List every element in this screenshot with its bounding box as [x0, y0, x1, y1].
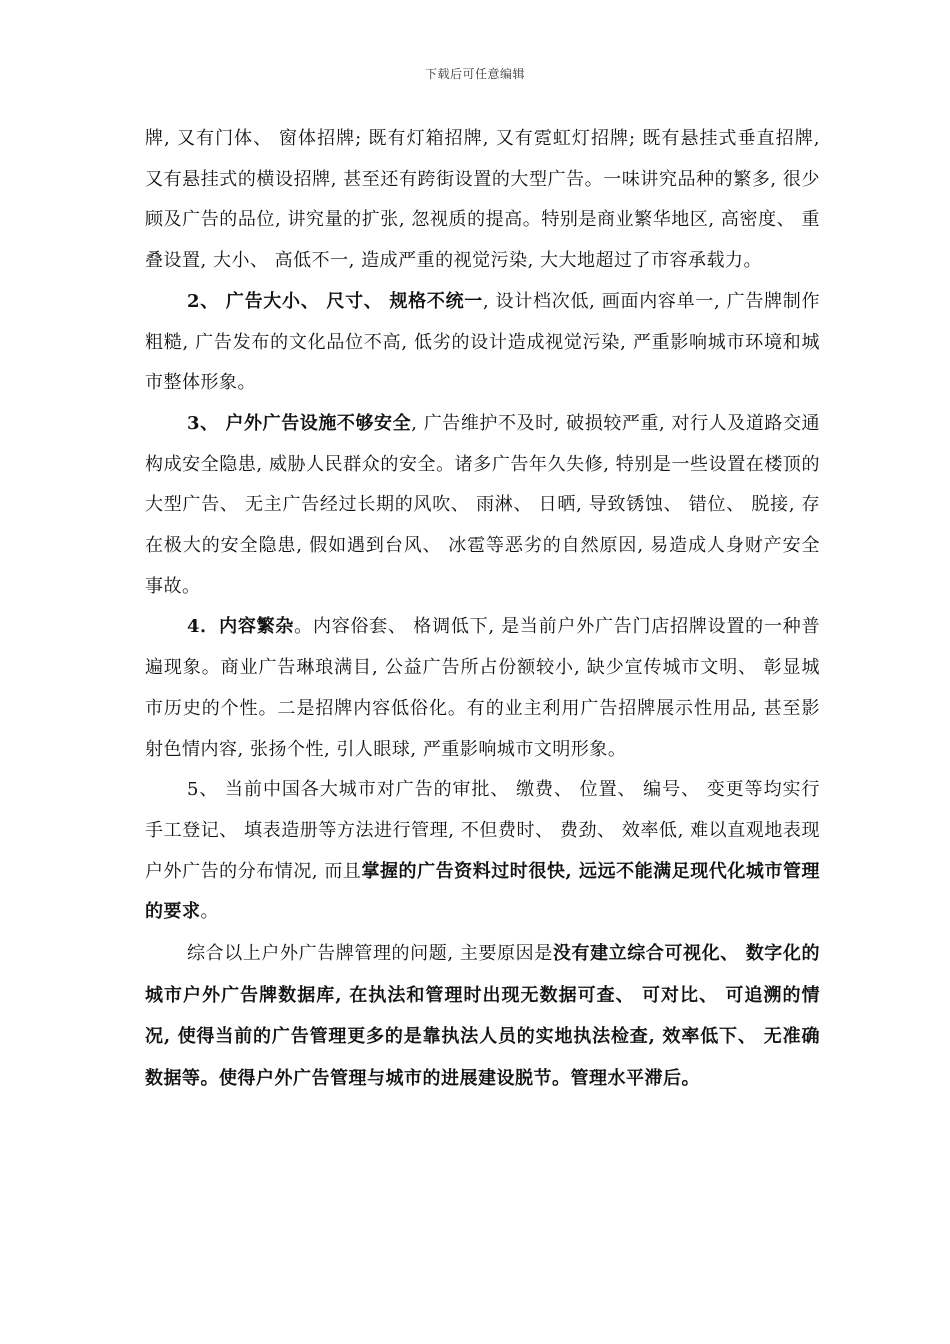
paragraph-item-4: [145, 607, 820, 770]
emphasis-text: 没有建立综合可视化、 数字化的城市户外广告牌数据库, 在执法和管理时出现无数据可查、 可对比、 可追溯的情况, 使得当前的广告管理更多的是靠执法人员的实地执法检查, 效率低下、 无准确数据等。使得户外广告管理与城市的进展建设脱节。管理水平滞后。: [145, 943, 820, 1089]
paragraph-item-3: [145, 404, 820, 608]
document-body: [145, 119, 820, 1099]
item-4-heading: 4．内容繁杂: [187, 616, 295, 638]
paragraph-item-2: [145, 282, 820, 404]
paragraph-text: 。内容俗套、 格调低下, 是当前户外广告门店招牌设置的一种普遍现象。商业广告琳琅满目, 公益广告所占份额较小, 缺少宣传城市文明、 彰显城市历史的个性。二是招牌内容低俗化。有的业主利用广告招牌展示性用品, 甚至影射色情内容, 张扬个性, 引人眼球, 严重影响城市文明形象。: [145, 616, 820, 760]
paragraph-text: 5、 当前中国各大城市对广告的审批、 缴费、 位置、 编号、 变更等均实行手工登记、 填表造册等方法进行管理, 不但费时、 费劲、 效率低, 难以直观地表现户外广告的分布情况, 而且: [145, 779, 820, 882]
item-2-heading: 2、 广告大小、 尺寸、 规格不统一: [187, 290, 483, 312]
paragraph-summary: [145, 933, 820, 1099]
paragraph-text: , 设计档次低, 画面内容单一, 广告牌制作粗糙, 广告发布的文化品位不高, 低劣的设计造成视觉污染, 严重影响城市环境和城市整体形象。: [145, 290, 820, 394]
emphasis-text: 掌握的广告资料过时很快, 远远不能满足现代化城市管理的要求: [145, 860, 820, 923]
paragraph-text: , 广告维护不及时, 破损较严重, 对行人及道路交通构成安全隐患, 威胁人民群众的安全。诸多广告年久失修, 特别是一些设置在楼顶的大型广告、 无主广告经过长期的风吹、 雨淋、 日晒, 导致锈蚀、 错位、 脱接, 存在极大的安全隐患, 假如遇到台风、 冰雹等恶劣的自然原因, 易造成人身财产安全事故。: [145, 412, 821, 597]
item-3-heading: 3、 户外广告设施不够安全: [187, 412, 412, 434]
page-header-note: 下载后可任意编辑: [424, 67, 525, 81]
paragraph-signage-variety: [145, 119, 820, 282]
paragraph-text: 。: [200, 901, 219, 923]
paragraph-text: 牌, 又有门体、 窗体招牌; 既有灯箱招牌, 又有霓虹灯招牌; 既有悬挂式垂直招牌, 又有悬挂式的横设招牌, 甚至还有跨街设置的大型广告。一味讲究品种的繁多, 很少顾及广告的品位, 讲究量的扩张, 忽视质的提高。特别是商业繁华地区, 高密度、 重叠设置, 大小、 高低不一, 造成严重的视觉污染, 大大地超过了市容承载力。: [145, 128, 820, 272]
paragraph-item-5: [145, 770, 820, 933]
paragraph-text: 综合以上户外广告牌管理的问题, 主要原因是: [187, 943, 553, 965]
